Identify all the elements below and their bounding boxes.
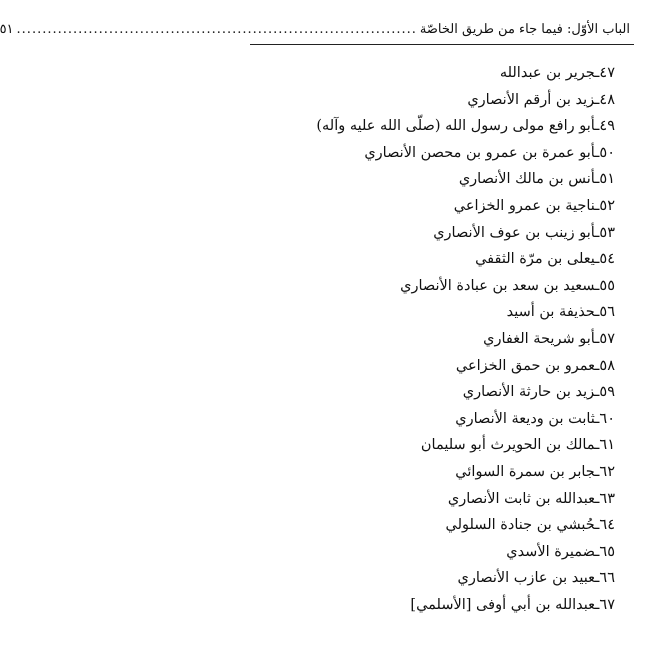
entry-name: أبو رافع مولى رسول الله (صلّى الله عليه وآله): [316, 118, 596, 135]
entry-name: أبو عمرة بن عمرو بن محصن الأنصاري: [364, 144, 596, 161]
entry-name: حذيفة بن أسيد: [506, 304, 596, 321]
list-item: ٤٨ـزيد بن أرقم الأنصاري: [467, 91, 615, 108]
list-item: ٦٥ـضميرة الأسدي: [506, 543, 615, 560]
entry-name: عبيد بن عازب الأنصاري: [457, 570, 596, 587]
list-item: ٦٧ـعبدالله بن أبي أوفى [الأسلمي]: [410, 596, 615, 613]
entry-name: عبدالله بن ثابت الأنصاري: [447, 490, 596, 507]
entry-name: زيد بن أرقم الأنصاري: [467, 91, 596, 108]
entry-name: سعيد بن سعد بن عبادة الأنصاري: [400, 277, 596, 294]
entry-number: ٥١: [599, 171, 615, 188]
entry-number: ٦٢: [599, 463, 615, 480]
entry-number: ٥٥: [599, 277, 615, 294]
narrator-list: [242, 60, 615, 618]
entry-name: ناجية بن عمرو الخزاعي: [453, 197, 596, 214]
entry-name: جابر بن سمرة السوائي: [455, 463, 596, 480]
entry-number: ٦٤: [599, 517, 615, 534]
list-item: ٥٢ـناجية بن عمرو الخزاعي: [453, 197, 615, 214]
entry-number: ٥٢: [599, 197, 615, 214]
list-item: ٤٩ـأبو رافع مولى رسول الله (صلّى الله عليه وآله): [316, 118, 615, 135]
entry-number: ٥٠: [599, 144, 615, 161]
entry-number: ٤٧: [599, 65, 615, 81]
running-header: [0, 20, 630, 40]
entry-name: ضميرة الأسدي: [506, 543, 596, 560]
list-item: ٥٩ـزيد بن حارثة الأنصاري: [462, 384, 615, 401]
list-item: ٥٥ـسعيد بن سعد بن عبادة الأنصاري: [400, 277, 615, 294]
entry-name: زيد بن حارثة الأنصاري: [462, 384, 596, 401]
entry-number: ٤٩: [599, 118, 615, 135]
entry-number: ٥٩: [599, 384, 615, 401]
list-item: ٦١ـمالك بن الحويرث أبو سليمان: [420, 437, 615, 454]
list-item: ٥٣ـأبو زينب بن عوف الأنصاري: [433, 224, 615, 241]
entry-number: ٦٦: [599, 570, 615, 587]
entry-number: ٤٨: [599, 91, 615, 108]
entry-name: أبو زينب بن عوف الأنصاري: [433, 224, 596, 241]
list-item: ٦٣ـعبدالله بن ثابت الأنصاري: [447, 490, 615, 507]
list-item: ٦٠ـثابت بن وديعة الأنصاري: [455, 410, 615, 427]
list-item: ٥٤ـيعلى بن مرّة الثقفي: [475, 251, 615, 268]
entry-number: ٦١: [599, 437, 615, 454]
chapter-title: الباب الأوّل: فيما جاء من طريق الخاصّة: [419, 22, 630, 37]
list-item: ٥١ـأنس بن مالك الأنصاري: [458, 171, 615, 188]
entry-name: ثابت بن وديعة الأنصاري: [455, 410, 596, 427]
entry-number: ٥٦: [599, 304, 615, 321]
entry-name: حُبشي بن جنادة السلولي: [445, 517, 596, 534]
list-item: ٦٤ـحُبشي بن جنادة السلولي: [445, 517, 615, 534]
list-item: ٥٨ـعمرو بن حمق الخزاعي: [455, 357, 615, 374]
header-rule: [250, 44, 634, 45]
entry-number: ٥٧: [599, 330, 615, 347]
entry-number: ٦٠: [599, 410, 615, 427]
page-number: ٥١: [0, 22, 14, 37]
entry-number: ٦٣: [599, 490, 615, 507]
list-item: ٤٧ـجرير بن عبدالله: [499, 65, 615, 81]
leader-dots: ..............................................................................: [16, 22, 417, 37]
entry-number: ٥٨: [599, 357, 615, 374]
entry-number: ٥٣: [599, 224, 615, 241]
entry-number: ٦٧: [599, 596, 615, 613]
entry-name: عمرو بن حمق الخزاعي: [455, 357, 596, 374]
entry-name: عبدالله بن أبي أوفى [الأسلمي]: [410, 596, 596, 613]
entry-name: مالك بن الحويرث أبو سليمان: [420, 437, 596, 454]
list-item: ٦٦ـعبيد بن عازب الأنصاري: [457, 570, 615, 587]
list-item: ٥٦ـحذيفة بن أسيد: [506, 304, 615, 321]
entry-name: أنس بن مالك الأنصاري: [458, 171, 596, 188]
list-item: ٥٠ـأبو عمرة بن عمرو بن محصن الأنصاري: [364, 144, 615, 161]
list-item: ٥٧ـأبو شريحة الغفاري: [483, 330, 615, 347]
entry-name: جرير بن عبدالله: [499, 65, 596, 81]
entry-name: أبو شريحة الغفاري: [483, 330, 596, 347]
entry-name: يعلى بن مرّة الثقفي: [475, 251, 596, 268]
entry-number: ٥٤: [599, 251, 615, 268]
list-item: ٦٢ـجابر بن سمرة السوائي: [455, 463, 615, 480]
entry-number: ٦٥: [599, 543, 615, 560]
